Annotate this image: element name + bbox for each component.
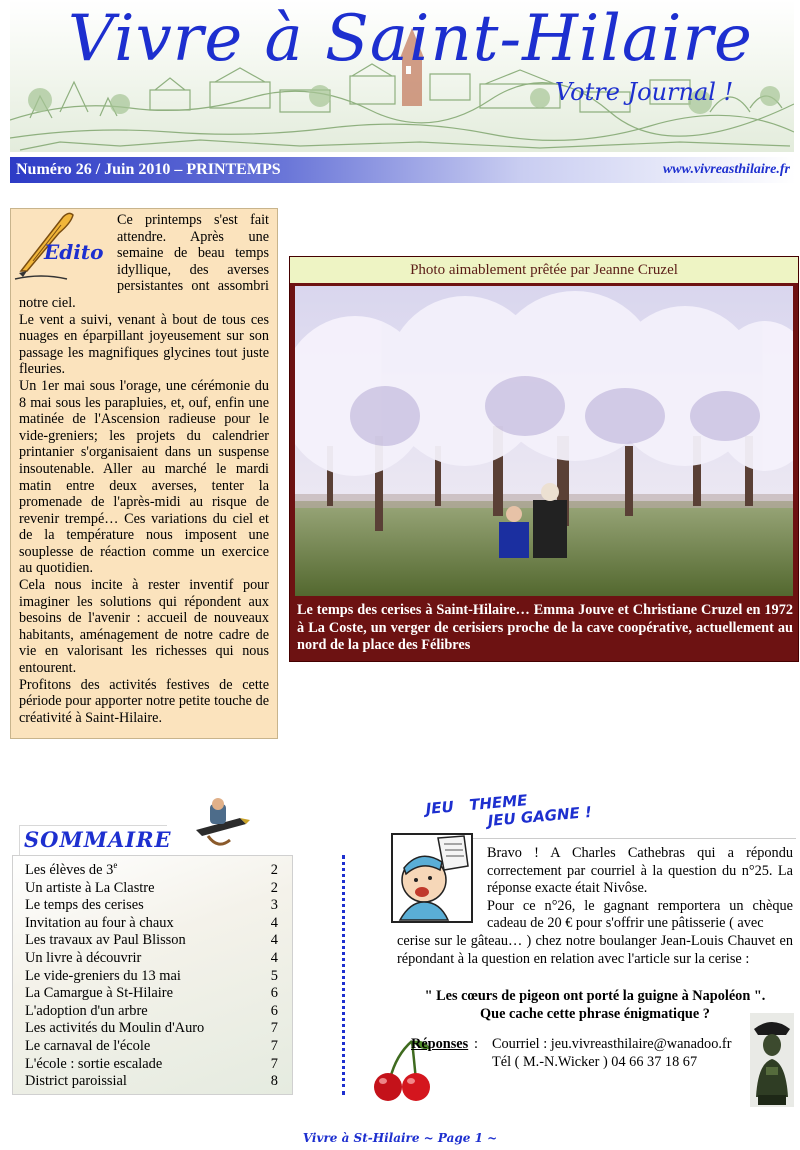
masthead-title: Vivre à Saint-Hilaire	[68, 2, 753, 76]
toc-page: 3	[270, 897, 278, 914]
edito-label: Edito	[44, 240, 104, 264]
toc-page: 7	[270, 1020, 278, 1037]
toc-page: 4	[270, 949, 278, 966]
toc-item[interactable]	[25, 897, 278, 915]
page-footer: Vivre à St-Hilaire ~ Page 1 ~	[302, 1131, 498, 1145]
toc-label: Le vide-greniers du 13 mai	[25, 967, 181, 984]
toc-item[interactable]	[25, 1020, 278, 1038]
table-of-contents	[25, 862, 278, 1091]
toc-page: 7	[270, 1055, 278, 1072]
toc-item[interactable]	[25, 950, 278, 968]
toc-label: La Camargue à St-Hilaire	[25, 985, 173, 1002]
toc-page: 2	[270, 879, 278, 896]
fountain-pen-icon	[190, 796, 252, 854]
sommaire-title: SOMMAIRE	[24, 827, 172, 852]
toc-label: L'école : sortie escalade	[25, 1055, 163, 1072]
reponses-phone: Tél ( M.-N.Wicker ) 04 66 37 18 67	[492, 1054, 698, 1070]
jeu-heading-line2: JEU GAGNE !	[487, 802, 593, 830]
toc-item[interactable]	[25, 862, 278, 880]
toc-item[interactable]	[25, 985, 278, 1003]
jeu-heading-line1: JEU THEME	[425, 791, 529, 818]
toc-item[interactable]	[25, 1003, 278, 1021]
toc-item[interactable]	[25, 880, 278, 898]
toc-item[interactable]	[25, 968, 278, 986]
toc-label: Un artiste à La Clastre	[25, 879, 155, 896]
toc-label: District paroissial	[25, 1073, 127, 1090]
napoleon-bust-image	[750, 1013, 794, 1107]
photo-caption: Le temps des cerises à Saint-Hilaire… Emma Jouve et Christiane Cruzel en 1972 à La Coste, un verger de cerisiers proche de la cave coopérative, actuellement au nord de la place des Félibres	[297, 602, 793, 653]
edito-paragraph: Profitons des activités festives de cette période pour apporter notre petite touche de créativité à Saint-Hilaire.	[19, 676, 269, 726]
jeu-body	[397, 845, 793, 968]
toc-page: 8	[270, 1073, 278, 1090]
toc-label: Les élèves de 3	[25, 862, 114, 878]
toc-label: Le carnaval de l'école	[25, 1037, 151, 1054]
toc-item[interactable]	[25, 1038, 278, 1056]
masthead	[10, 0, 794, 152]
toc-label: Invitation au four à chaux	[25, 914, 174, 931]
dotted-separator	[342, 855, 345, 1095]
toc-page: 4	[270, 914, 278, 931]
toc-item[interactable]	[25, 932, 278, 950]
toc-page: 4	[270, 932, 278, 949]
photo-frame	[289, 256, 799, 662]
toc-label: Un livre à découvrir	[25, 949, 142, 966]
masthead-subtitle: Votre Journal !	[555, 78, 734, 106]
edito-paragraph: Ce printemps s'est fait attendre. Après une semaine de beau temps idyllique, des averses persistantes ont assombri notre ciel.	[19, 212, 269, 311]
edito-paragraph: Cela nous incite à rester inventif pour imaginer les solutions qui répondent aux besoins de l'avenir : accueil de nouveaux habitants, aménagement de notre cadre de vie en valorisant les richesses qui nous entourent.	[19, 577, 269, 677]
toc-label: Le temps des cerises	[25, 897, 144, 914]
toc-item[interactable]	[25, 1073, 278, 1091]
edito-box	[10, 208, 278, 739]
jeu-question	[397, 988, 793, 1023]
jeu-paragraph: Pour ce n°26, le gagnant remportera un chèque cadeau de 20 € pour s'offrir une pâtisserie ( avec	[487, 897, 793, 932]
toc-page: 5	[270, 967, 278, 984]
photo-credit: Photo aimablement prêtée par Jeanne Cruzel	[290, 257, 798, 283]
jeu-paragraph: Bravo ! A Charles Cathebras qui a répondu correctement par courriel à la question du n°25. La réponse exacte était Nivôse.	[487, 845, 793, 897]
sommaire-box	[12, 855, 293, 1095]
edito-header	[11, 209, 111, 289]
toc-item[interactable]	[25, 915, 278, 933]
toc-label: L'adoption d'un arbre	[25, 1002, 148, 1019]
website-link[interactable]: www.vivreasthilaire.fr	[662, 162, 790, 177]
toc-label-superscript: e	[113, 860, 118, 871]
reponses-label: Réponses	[411, 1036, 469, 1052]
toc-label: Les activités du Moulin d'Auro	[25, 1020, 205, 1037]
toc-page: 6	[270, 985, 278, 1002]
cherry-orchard-photo	[295, 286, 793, 596]
edito-paragraph: Un 1er mai sous l'orage, une cérémonie du 8 mai sous les parapluies, et, ouf, enfin une matinée de l'Ascension radieuse pour le vide-greniers; les projets du calendrier printanier s'organisaient dans un suspense insoutenable. Aller au marché le mardi matin entre deux averses, tenter la promenade de l'après-midi au risque de revenir trempé… Ces variations du ciel et de la température nous imposent une souplesse de réaction comme un exercice au quotidien.	[19, 377, 269, 577]
reponses-email[interactable]: Courriel : jeu.vivreasthilaire@wanadoo.fr	[492, 1036, 732, 1052]
reponses-colon: :	[474, 1036, 478, 1052]
toc-page: 7	[270, 1037, 278, 1054]
issue-bar	[10, 157, 796, 183]
issue-number: Numéro 26 / Juin 2010 – PRINTEMPS	[16, 161, 281, 178]
toc-page: 6	[270, 1002, 278, 1019]
toc-label: Les travaux av Paul Blisson	[25, 932, 186, 949]
toc-page: 2	[270, 862, 278, 878]
toc-item[interactable]	[25, 1056, 278, 1074]
jeu-question-line2: Que cache cette phrase énigmatique ?	[480, 1005, 710, 1022]
jeu-paragraph: cerise sur le gâteau… ) chez notre boulanger Jean-Louis Chauvet en répondant à la question en relation avec l'article sur la cerise :	[397, 932, 793, 967]
edito-paragraph: Le vent a suivi, venant à bout de tous ces nuages en éparpillant joyeusement sur son passage les magnifiques glycines tout juste fleuries.	[19, 311, 269, 378]
jeu-question-line1: " Les cœurs de pigeon ont porté la guigne à Napoléon ".	[424, 988, 766, 1004]
